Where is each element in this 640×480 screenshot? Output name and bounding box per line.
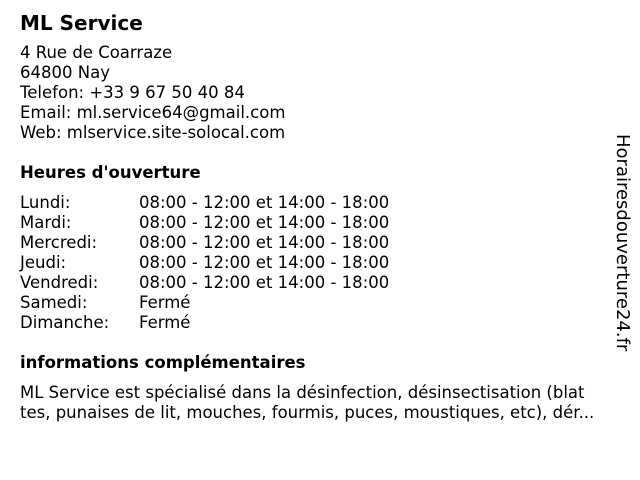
- day-hours: 08:00 - 12:00 et 14:00 - 18:00: [139, 233, 390, 252]
- address-city: 64800 Nay: [20, 63, 110, 82]
- day-label: Dimanche:: [20, 313, 110, 332]
- additional-info-heading: informations complémentaires: [20, 353, 306, 372]
- hours-row-friday: [20, 273, 389, 293]
- day-hours: 08:00 - 12:00 et 14:00 - 18:00: [139, 193, 390, 212]
- business-contact: [20, 43, 285, 143]
- email-text: Email: ml.service64@gmail.com: [20, 103, 286, 122]
- day-label: Lundi:: [20, 193, 71, 212]
- site-watermark: Horairesdouverture24.fr: [612, 134, 633, 352]
- address-street: 4 Rue de Coarraze: [20, 43, 173, 62]
- description-line: ML Service est spécialisé dans la désinfection, désinsectisation (blat: [20, 383, 585, 402]
- hours-row-tuesday: [20, 213, 389, 233]
- day-hours: 08:00 - 12:00 et 14:00 - 18:00: [139, 273, 390, 292]
- hours-row-thursday: [20, 253, 389, 273]
- day-hours: 08:00 - 12:00 et 14:00 - 18:00: [139, 213, 390, 232]
- business-description: [20, 383, 632, 423]
- day-hours: 08:00 - 12:00 et 14:00 - 18:00: [139, 253, 390, 272]
- day-label: Jeudi:: [20, 253, 67, 272]
- day-label: Mardi:: [20, 213, 72, 232]
- hours-row-saturday: [20, 293, 389, 313]
- day-hours: Fermé: [139, 293, 191, 312]
- day-hours: Fermé: [139, 313, 191, 332]
- business-name: ML Service: [20, 11, 143, 35]
- opening-hours-heading: Heures d'ouverture: [20, 163, 201, 182]
- website-text: Web: mlservice.site-solocal.com: [20, 123, 286, 142]
- day-label: Mercredi:: [20, 233, 98, 252]
- hours-row-wednesday: [20, 233, 389, 253]
- day-label: Samedi:: [20, 293, 88, 312]
- description-line: tes, punaises de lit, mouches, fourmis, puces, moustiques, etc), dér...: [20, 403, 595, 422]
- phone-text: Telefon: +33 9 67 50 40 84: [20, 83, 245, 102]
- hours-row-monday: [20, 193, 389, 213]
- day-label: Vendredi:: [20, 273, 99, 292]
- hours-row-sunday: [20, 313, 389, 333]
- opening-hours-table: [20, 193, 389, 333]
